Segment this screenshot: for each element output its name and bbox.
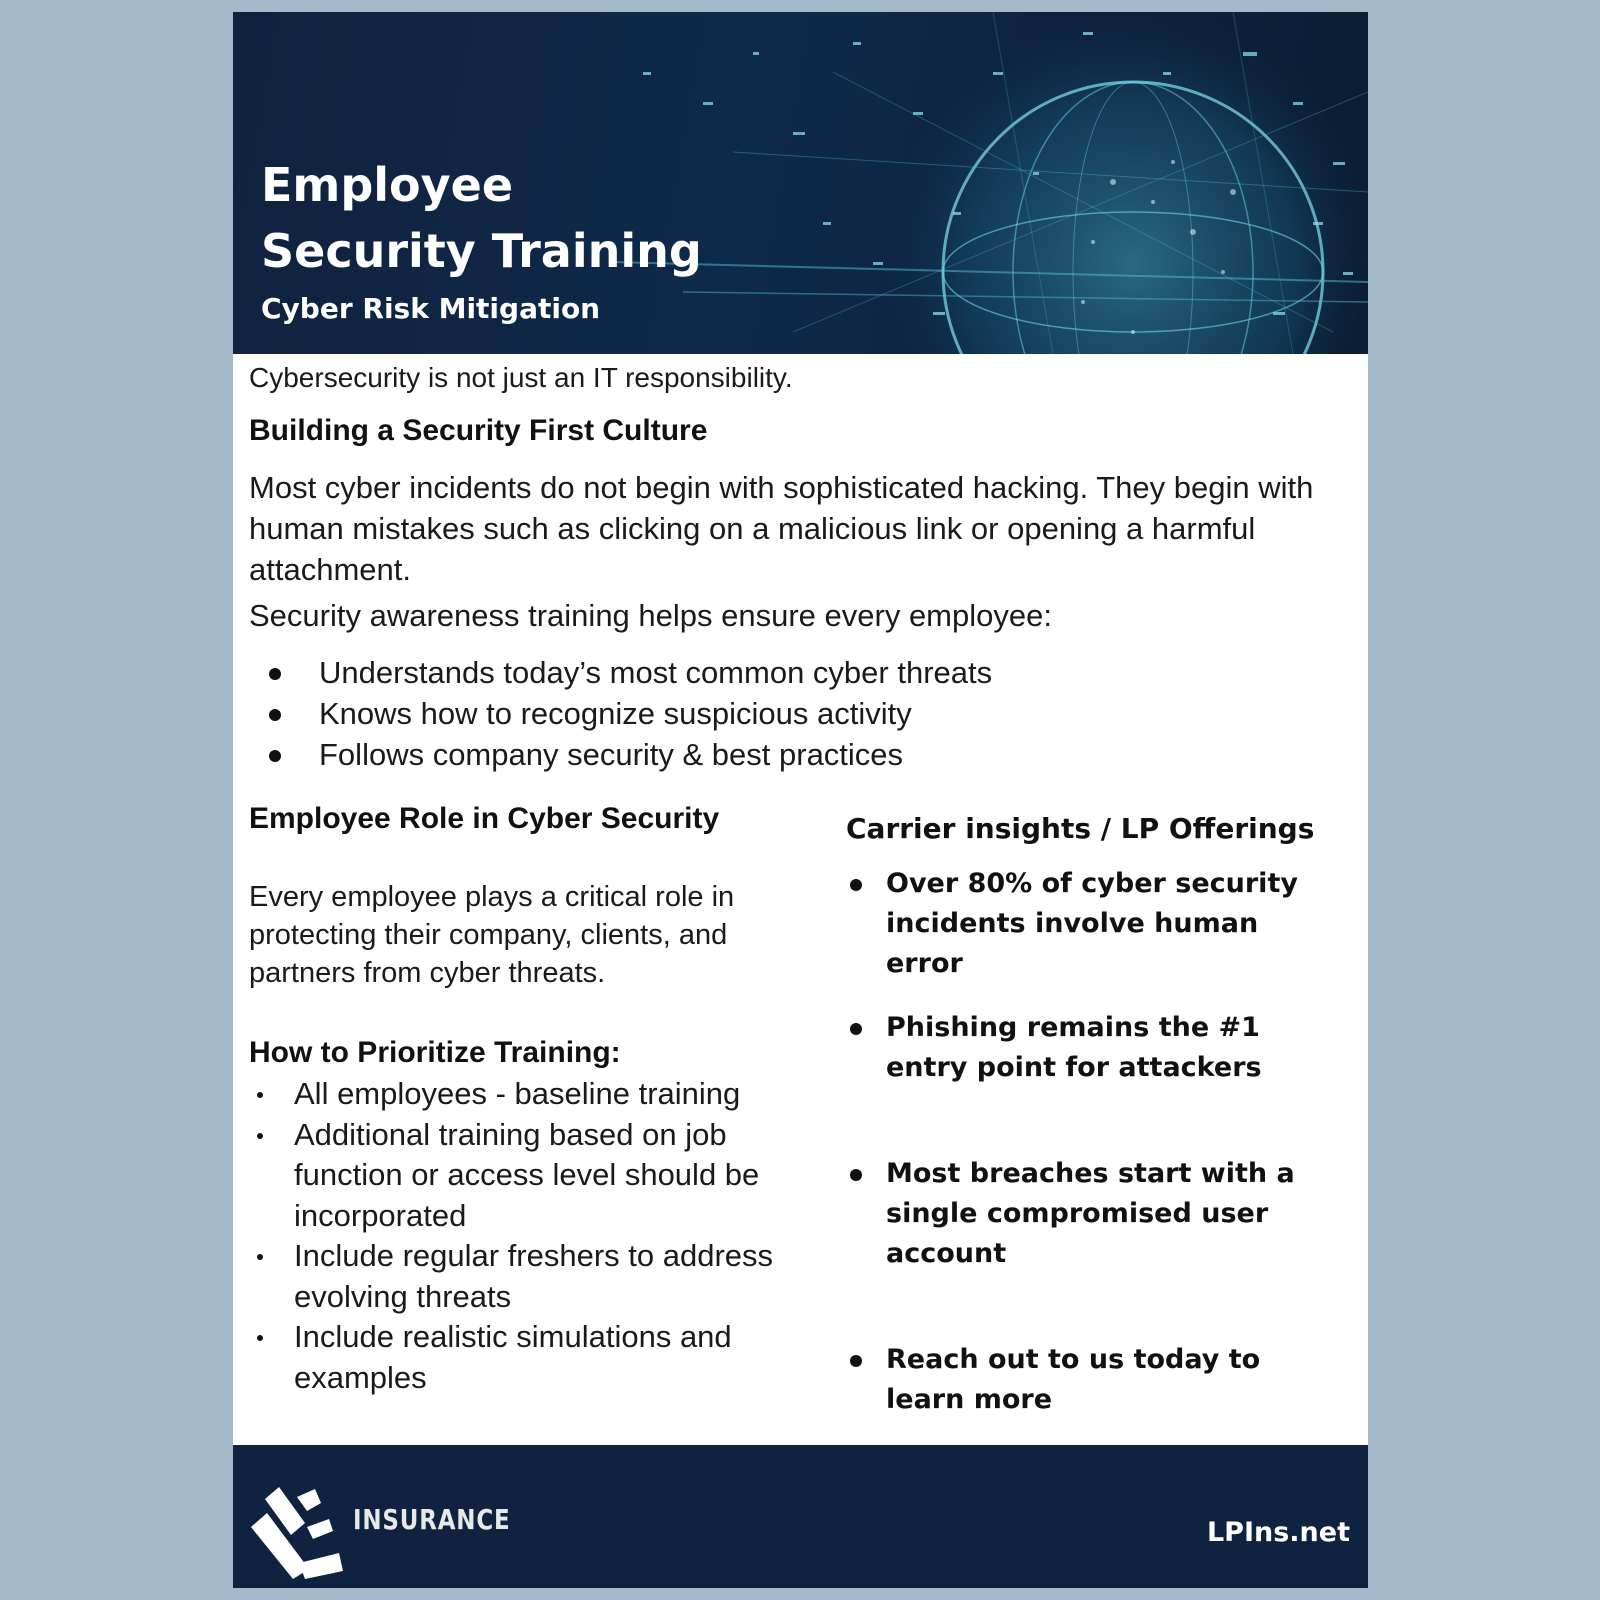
page-subtitle: Cyber Risk Mitigation [261,292,601,325]
page-title [261,152,702,284]
list-item [846,1008,1326,1088]
bullet-icon [850,879,862,891]
list-item [249,1074,809,1115]
role-paragraph: Every employee plays a critical role in protecting their company, clients, and partners from cyber threats. [249,881,735,989]
bullet-icon [257,1335,263,1341]
flyer-page [233,12,1368,1588]
bullet-icon [269,668,281,680]
prioritize-heading: How to Prioritize Training: [249,1036,621,1069]
culture-heading: Building a Security First Culture [249,414,708,447]
list-item [249,693,992,734]
prioritize-list [249,1074,809,1398]
bullet-icon [257,1092,263,1098]
carrier-insights-section [846,812,1346,1415]
carrier-heading: Carrier insights / LP Offerings [846,812,1315,845]
list-item [249,1317,809,1398]
list-item-text: Most breaches start with a single compromised user account [886,1158,1295,1269]
list-item-text: All employees - baseline training [294,1076,741,1111]
list-item [846,1340,1326,1420]
list-item [249,734,992,775]
list-item [249,1115,809,1237]
bullet-icon [850,1023,862,1035]
bullet-icon [269,750,281,762]
lp-chevron-logo [249,1479,349,1579]
list-item [249,1236,809,1317]
list-item-text: Include realistic simulations and examples [294,1319,732,1395]
bullet-icon [257,1254,263,1260]
list-item [249,652,992,693]
list-item-text: Over 80% of cyber security incidents involve human error [886,868,1298,979]
list-item-text: Phishing remains the #1 entry point for attackers [886,1012,1262,1083]
list-item [846,864,1326,984]
list-item-text: Additional training based on job function or access level should be incorporated [294,1116,760,1233]
list-item [846,1154,1326,1274]
title-line-2: Security Training [261,224,702,278]
employee-role-section [249,802,809,1398]
culture-bullet-list [249,652,992,775]
list-item-text: Include regular freshers to address evolving threats [294,1238,774,1314]
bullet-icon [850,1169,862,1181]
logo-wordmark: INSURANCE [353,1503,511,1536]
culture-paragraph: Most cyber incidents do not begin with sophisticated hacking. They begin with human mistakes such as clicking on a malicious link or opening a harmful attachment. [249,470,1314,587]
website-link[interactable]: LPIns.net [1206,1517,1350,1548]
bullet-icon [257,1133,263,1139]
intro-text: Cybersecurity is not just an IT responsibility. [249,362,793,393]
list-item-text: Follows company security & best practices [319,737,904,772]
hero-banner [233,12,1368,354]
bullet-icon [850,1355,862,1367]
footer-bar [233,1445,1368,1588]
title-line-1: Employee [261,158,514,212]
role-heading: Employee Role in Cyber Security [249,802,720,835]
culture-lead: Security awareness training helps ensure every employee: [249,598,1052,633]
bullet-icon [269,709,281,721]
list-item-text: Knows how to recognize suspicious activity [319,696,912,731]
list-item-text: Reach out to us today to learn more [886,1344,1261,1415]
list-item-text: Understands today’s most common cyber threats [319,655,993,690]
